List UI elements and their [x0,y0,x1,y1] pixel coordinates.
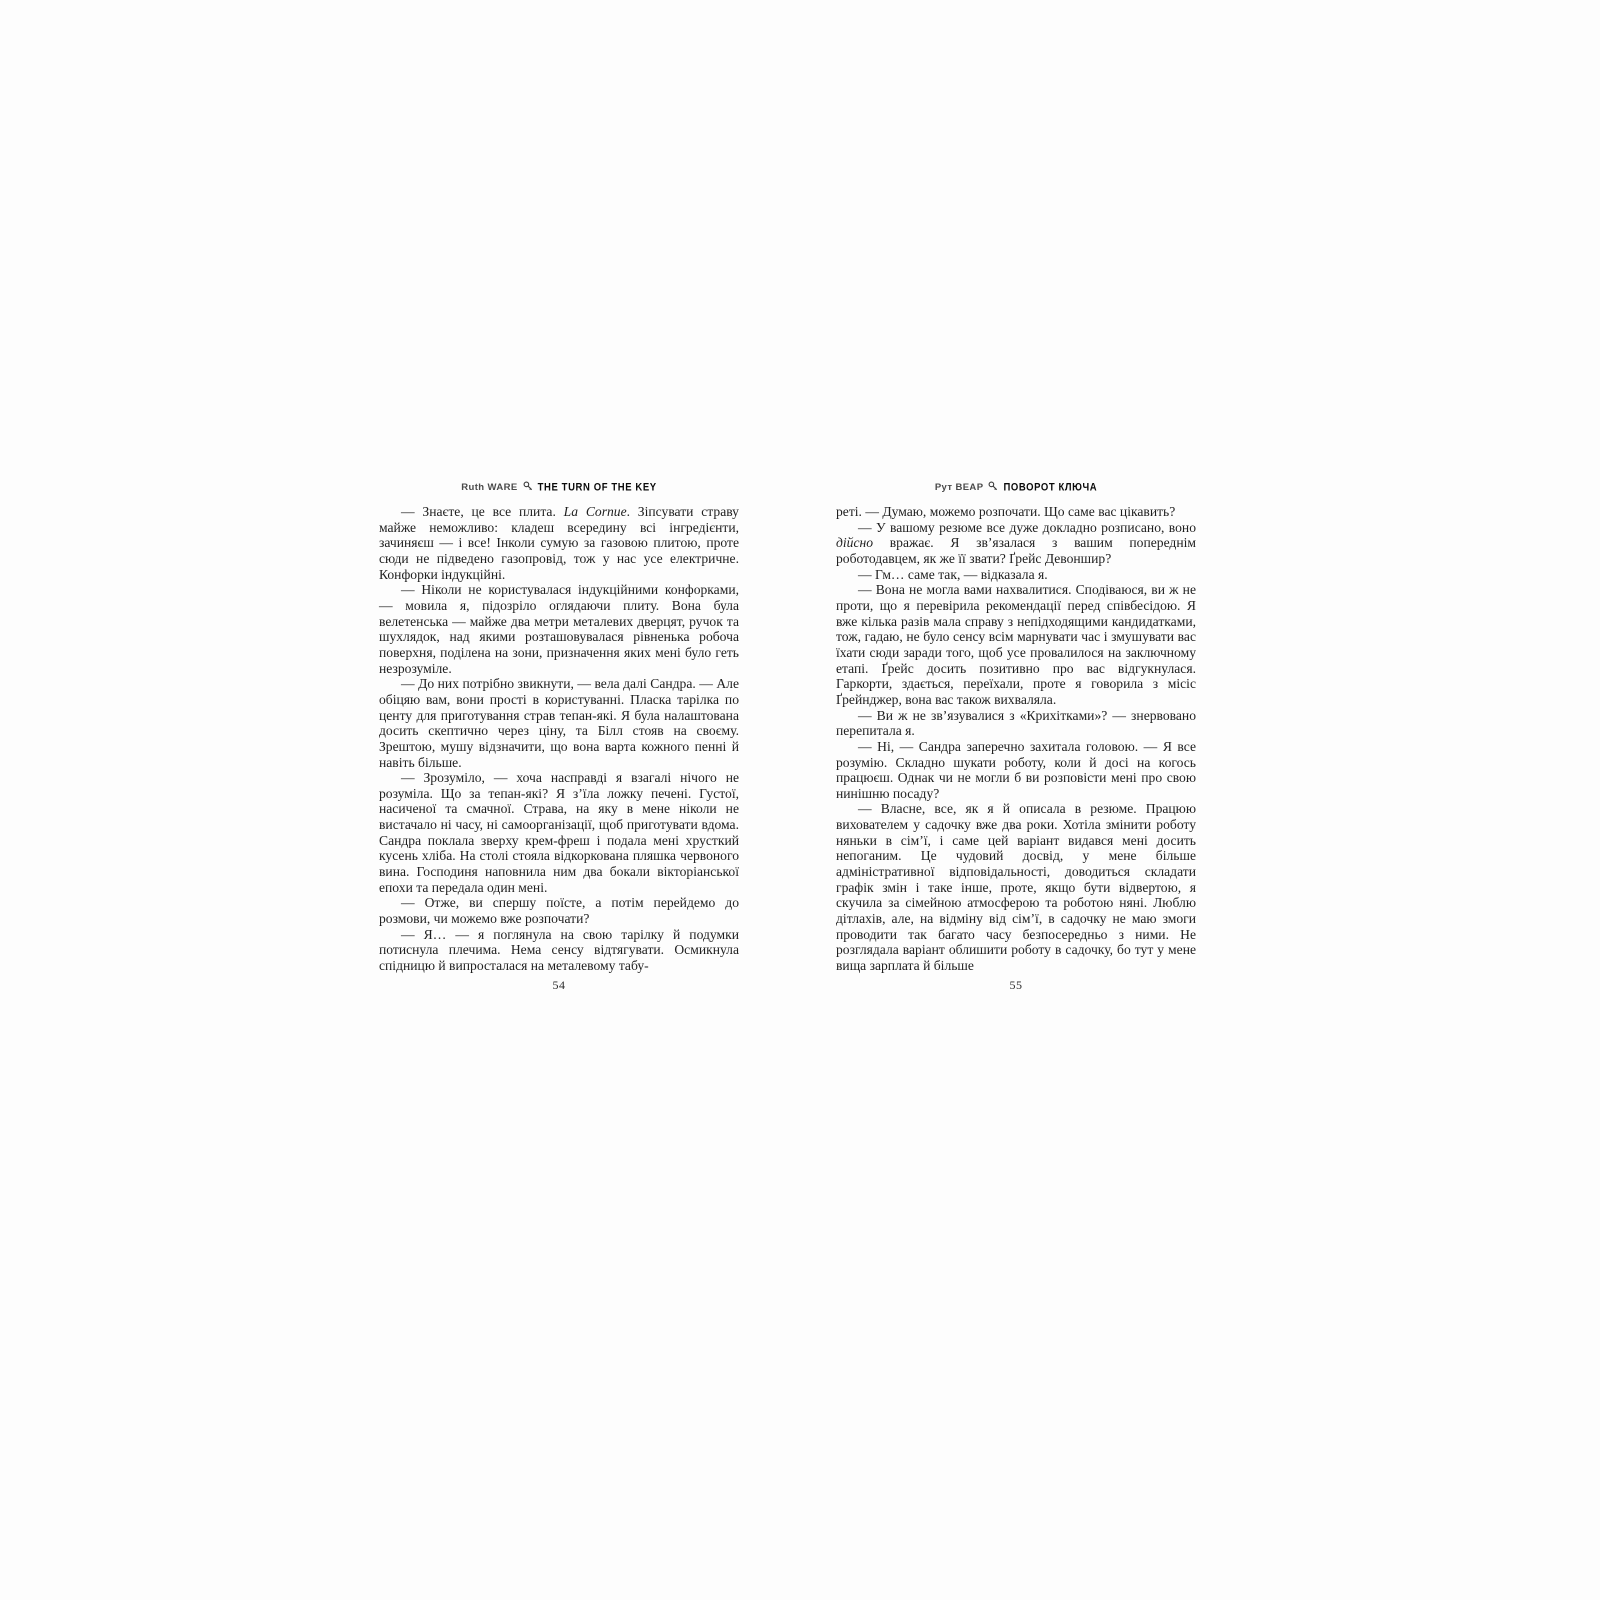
paragraph [379,676,739,770]
text-run: — Зрозуміло, — хоча насправді я взагалі нічого не розуміла. Що за тепан-які? Я з’їла ложку печені. Густої, насиченої та смачної. Страва, на яку в мене ніколи не вистачало ні часу, ні самоорганізації, щоб приготувати вдома. Сандра поклала зверху крем-фреш і подала мені хрусткий кусень хліба. На столі стояла відкоркована пляшка червоного вина. Господиня наповнила ним два бокали вікторіанської епохи та передала один мені. [379,770,739,895]
paragraph [379,770,739,895]
text-run: . Зіпсувати страву майже неможливо: кладеш всередину всі інгредієнти, зачиняєш — і все! Інколи сумую за газовою плитою, проте сюди не підведено газопровід, тож у нас усе електричне. Конфорки індукційні. [379,504,739,582]
italic-text: La Cornue [563,504,627,519]
text-run: — До них потрібно звикнути, — вела далі Сандра. — Але обіцяю вам, вони прості в користуванні. Пласка тарілка по центу для приготування страв тепан-які. Я була налаштована досить скептично через ціну, та Білл стояв на своєму. Зрештою, мушу відзначити, що вона варта кожного пенні й навіть більше. [379,676,739,770]
paragraph [836,504,1196,520]
text-run: — Власне, все, як я й описала в резюме. Працюю вихователем у садочку вже два роки. Хотіла змінити роботу няньки в сім’ї, і саме цей варіант видався мені досить непоганим. Це чудовий досвід, у мене більше адміністративної відповідальності, доводиться складати графік змін і таке інше, проте, якщо бути відвертою, я скучила за сімейною атмосферою та роботою няні. Люблю дітлахів, але, на відміну від сім’ї, в садочку не маю змоги проводити так багато часу безпосередньо з ними. Не розглядала варіант облишити роботу в садочку, бо тут у мене вища зарплата й більше [836,801,1196,974]
italic-text: дійсно [836,535,874,551]
text-run: — Ви ж не зв’язувалися з «Крихітками»? — знервовано перепитала я. [836,707,1196,739]
right-page [836,481,1196,993]
text-run: — Знаєте, це все плита. [401,504,564,519]
paragraph [836,801,1196,973]
text-run: — У вашому резюме все дуже докладно розписано, воно [858,519,1196,535]
left-page-number: 54 [552,977,566,992]
paragraph [836,708,1196,739]
paragraph [836,739,1196,802]
text-run: — Гм… саме так, — відказала я. [858,566,1048,582]
text-run: — Отже, ви спершу поїсте, а потім перейдемо до розмови, чи можемо вже розпочати? [379,895,739,927]
paragraph [836,520,1196,567]
book-title: THE TURN OF THE KEY [537,480,657,494]
book-title: ПОВОРОТ КЛЮЧА [1003,480,1098,494]
right-page-number: 55 [1009,977,1023,992]
left-page [379,481,739,993]
paragraph [379,582,739,676]
author-name: Рут ВЕАР [934,481,984,493]
paragraph [379,504,739,582]
text-run: вражає. Я зв’язалася з вашим попереднім роботодавцем, як же її звати? Ґрейс Девоншир? [836,535,1196,566]
right-page-text [836,504,1196,974]
paragraph [379,895,739,926]
text-run: — Я… — я поглянула на свою тарілку й подумки потиснула плечима. Нема сенсу відтягувати. Осмикнула спідницю й випросталася на металевому табу- [379,926,739,974]
key-icon [523,478,533,496]
left-page-text [379,504,739,974]
text-run: — Вона не могла вами нахвалитися. Сподіваюся, ви ж не проти, що я перевірила рекомендації перед співбесідою. Я вже кілька разів мала справу з непідходящими кандидатками, тож, гадаю, не було сенсу всім марнувати час і змушувати вас їхати сюди заради того, щоб усе провалилося на заключному етапі. Ґрейс досить позитивно про вас відгукнулася. Гаркорти, здається, переїхали, проте я говорила з місіс Ґрейнджер, вона вас також вихваляла. [836,582,1196,707]
right-running-header [836,481,1196,493]
key-icon [988,478,998,496]
author-name: Ruth WARE [461,481,518,493]
paragraph [836,582,1196,707]
left-running-header [379,481,739,493]
text-run: реті. — Думаю, можемо розпочати. Що саме вас цікавить? [836,504,1176,519]
paragraph [836,567,1196,583]
text-run: — Ні, — Сандра заперечно захитала головою. — Я все розумію. Складно шукати роботу, коли й досі на когось працюєш. Однак чи не могли б ви розповісти мені про свою нинішню посаду? [836,738,1196,801]
paragraph [379,927,739,974]
text-run: — Ніколи не користувалася індукційними конфорками, — мовила я, підозріло оглядаючи плиту. Вона була велетенська — майже два метри металевих дверцят, ручок та шухлядок, над якими розташовувалася рівненька робоча поверхня, поділена на зони, призначення яких мені було геть незрозуміле. [379,582,739,676]
